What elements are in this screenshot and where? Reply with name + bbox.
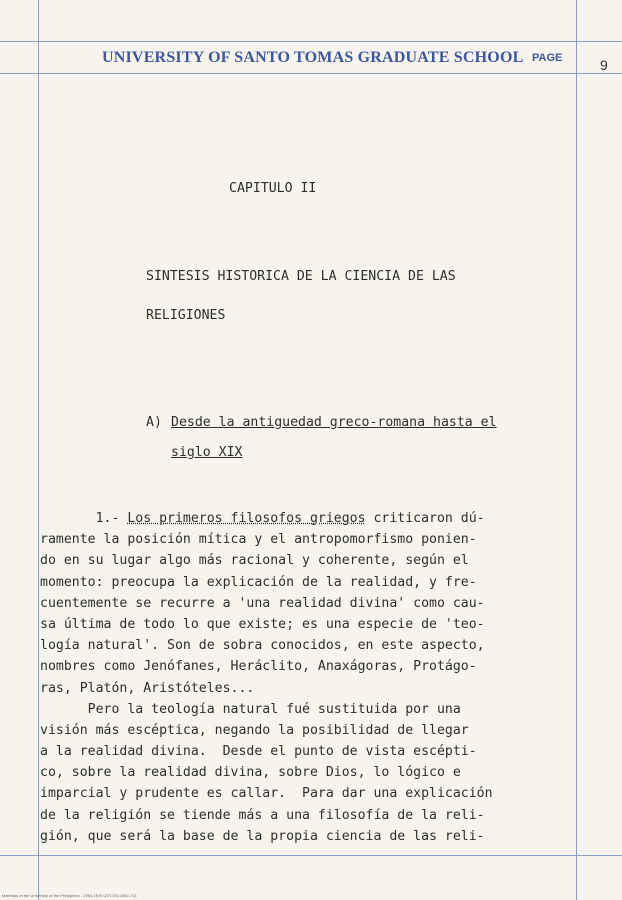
paragraph-1-line: cuentemente se recurre a 'una realidad divina' como cau- <box>40 595 485 611</box>
paragraph-1-first-line-rest: criticaron dú- <box>365 511 485 526</box>
paragraph-1-line: nombres como Jenófanes, Heráclito, Anaxágoras, Protágo- <box>40 659 477 675</box>
paragraph-1-line: sa última de todo lo que existe; es una especie de 'teo- <box>40 616 485 632</box>
section-heading-line-2: siglo XIX <box>171 445 243 460</box>
section-heading-line-1: Desde la antiguedad greco-romana hasta el <box>171 415 497 430</box>
paragraph-1-line: logía natural'. Son de sobra conocidos, en este aspecto, <box>40 638 485 654</box>
paragraph-2-line: Pero la teología natural fué sustituida por una <box>40 701 461 717</box>
paragraph-2-line: co, sobre la realidad divina, sobre Dios, lo lógico e <box>40 765 461 781</box>
paragraph-1-line: ras, Platón, Aristóteles... <box>40 680 255 696</box>
paragraph-2-line: a la realidad divina. Desde el punto de vista escépti- <box>40 744 477 760</box>
paragraph-2-line: visión más escéptica, negando la posibilidad de llegar <box>40 722 469 738</box>
chapter-title-line-1: SINTESIS HISTORICA DE LA CIENCIA DE LAS <box>146 269 456 284</box>
left-margin-line <box>38 0 39 900</box>
section-letter: A) <box>146 415 162 430</box>
paragraph-2-line: imparcial y prudente es callar. Para dar una explicación <box>40 786 493 802</box>
body-text <box>40 508 550 847</box>
paragraph-1-line: do en su lugar algo más racional y coherente, según el <box>40 553 469 569</box>
footer-rule <box>0 855 622 856</box>
paragraph-2-line: gión, que será la base de la propia ciencia de las reli- <box>40 828 485 844</box>
paragraph-subtitle: Los primeros filosofos griegos <box>127 511 366 526</box>
chapter-heading: CAPITULO II <box>229 181 317 196</box>
page-label: PAGE <box>532 52 563 64</box>
right-margin-line <box>576 0 577 900</box>
chapter-title-line-2: RELIGIONES <box>146 308 226 323</box>
paragraph-1-line: momento: preocupa la explicación de la realidad, y fre- <box>40 574 477 590</box>
paragraph-2-line: de la religión se tiende más a una filosofía de la reli- <box>40 807 485 823</box>
page-number: 9 <box>600 57 608 73</box>
archive-footer-note: Materials of the University of the Philippines - 1950-1975 UST-GS-0000-713 <box>2 893 137 898</box>
paragraph-1-first-line <box>40 508 550 529</box>
institution-header: UNIVERSITY OF SANTO TOMAS GRADUATE SCHOOL <box>102 49 524 66</box>
header-top-rule <box>0 41 622 42</box>
header-bottom-rule <box>0 73 622 74</box>
paragraph-1-line: ramente la posición mítica y el antropomorfismo ponien- <box>40 532 477 548</box>
paragraph-number: 1.- <box>95 511 128 526</box>
